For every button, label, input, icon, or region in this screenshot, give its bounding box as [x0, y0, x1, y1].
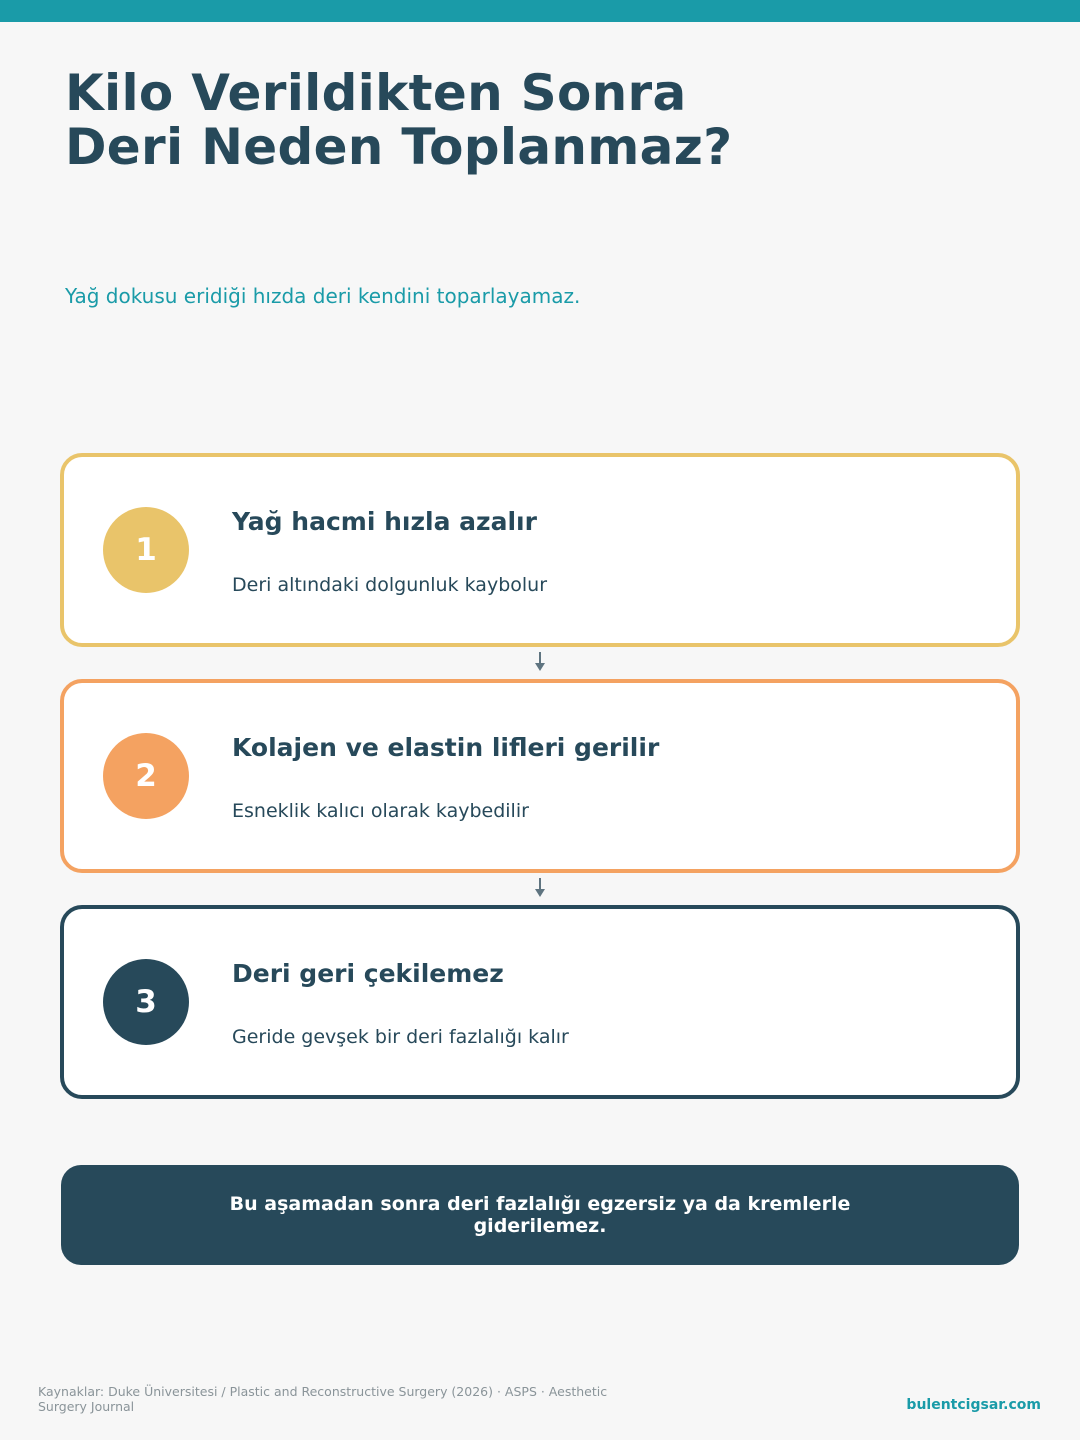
conclusion-text: Bu aşamadan sonra deri fazlalığı egzersiz ya da kremlerle giderilemez. — [229, 1193, 851, 1237]
step-number-badge-1: 1 — [103, 507, 189, 593]
page-subtitle: Yağ dokusu eridiği hızda deri kendini toparlayamaz. — [65, 284, 581, 308]
top-accent-bar — [0, 0, 1080, 22]
step-description-1: Deri altındaki dolgunluk kaybolur — [232, 574, 548, 596]
down-arrow-icon — [530, 876, 550, 900]
sources-note: Kaynaklar: Duke Üniversitesi / Plastic and Reconstructive Surgery (2026) · ASPS · Aesthetic Surgery Journal — [38, 1384, 608, 1414]
step-card-3 — [60, 905, 1020, 1099]
page-title-line-1: Kilo Verildikten Sonra — [65, 64, 687, 122]
step-number-badge-3: 3 — [103, 959, 189, 1045]
step-card-1 — [60, 453, 1020, 647]
step-description-2: Esneklik kalıcı olarak kaybedilir — [232, 800, 529, 822]
step-card-2 — [60, 679, 1020, 873]
page-title-line-2: Deri Neden Toplanmaz? — [65, 118, 733, 176]
step-title-3: Deri geri çekilemez — [232, 959, 504, 988]
step-description-3: Geride gevşek bir deri fazlalığı kalır — [232, 1026, 569, 1048]
step-number-badge-2: 2 — [103, 733, 189, 819]
conclusion-callout — [61, 1165, 1019, 1265]
step-title-2: Kolajen ve elastin lifleri gerilir — [232, 733, 660, 762]
website-link[interactable]: bulentcigsar.com — [906, 1397, 1041, 1413]
step-title-1: Yağ hacmi hızla azalır — [232, 507, 537, 536]
page-title — [65, 66, 965, 174]
down-arrow-icon — [530, 650, 550, 674]
